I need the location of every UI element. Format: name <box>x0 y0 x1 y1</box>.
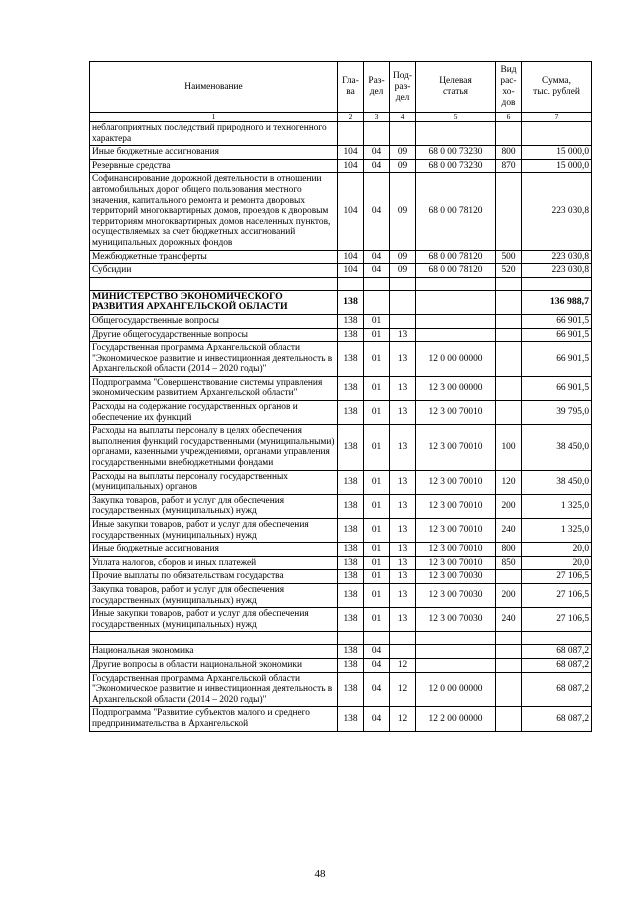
cell-vid: 240 <box>496 519 522 543</box>
cell-glava: 138 <box>338 658 364 672</box>
cell-vid: 800 <box>496 543 522 557</box>
cell-podrazdel <box>390 122 416 146</box>
cell-podrazdel: 13 <box>390 556 416 570</box>
table-row <box>90 519 592 543</box>
cell-vid <box>496 290 522 314</box>
spacer-cell <box>416 277 496 290</box>
ministry-row <box>90 290 592 314</box>
cell-glava: 138 <box>338 425 364 470</box>
cell-glava: 104 <box>338 264 364 278</box>
cell-vid <box>496 570 522 584</box>
cell-target: 12 0 00 00000 <box>416 342 496 377</box>
cell-razdel: 04 <box>364 264 390 278</box>
cell-razdel: 04 <box>364 146 390 160</box>
spacer-row <box>90 277 592 290</box>
header-sum: Сумма, тыс. рублей <box>522 62 592 113</box>
cell-target: 12 3 00 70010 <box>416 543 496 557</box>
table-row <box>90 570 592 584</box>
header-podrazdel: Под- раз- дел <box>390 62 416 113</box>
cell-name: Другие вопросы в области национальной экономики <box>90 658 338 672</box>
cell-vid <box>496 658 522 672</box>
cell-glava: 104 <box>338 173 364 250</box>
cell-sum: 1 325,0 <box>522 519 592 543</box>
table-row <box>90 146 592 160</box>
table-row <box>90 314 592 328</box>
column-number-row <box>90 113 592 122</box>
cell-vid: 870 <box>496 159 522 173</box>
cell-vid <box>496 401 522 425</box>
spacer-cell <box>338 277 364 290</box>
table-row <box>90 556 592 570</box>
cell-name: Расходы на выплаты персоналу в целях обеспечения выполнения функций государственными (муниципальными) органами, казенными учреждениями, органами управления государственными внебюджетными фондами <box>90 425 338 470</box>
header-glava: Гла- ва <box>338 62 364 113</box>
cell-target <box>416 658 496 672</box>
cell-target <box>416 314 496 328</box>
cell-name: Субсидии <box>90 264 338 278</box>
spacer-cell <box>496 277 522 290</box>
cell-podrazdel: 13 <box>390 570 416 584</box>
cell-razdel: 04 <box>364 159 390 173</box>
cell-target: 12 3 00 70010 <box>416 425 496 470</box>
table-row <box>90 173 592 250</box>
cell-glava: 138 <box>338 608 364 632</box>
cell-glava: 138 <box>338 672 364 707</box>
cell-vid: 120 <box>496 470 522 494</box>
cell-podrazdel <box>390 645 416 659</box>
cell-sum: 66 901,5 <box>522 314 592 328</box>
table-row <box>90 159 592 173</box>
page-number: 48 <box>314 868 326 880</box>
cell-target: 12 3 00 70030 <box>416 570 496 584</box>
cell-vid <box>496 707 522 731</box>
cell-vid: 800 <box>496 146 522 160</box>
cell-name: Подпрограмма "Развитие субъектов малого и среднего предпринимательства в Архангельской <box>90 707 338 731</box>
cell-razdel: 04 <box>364 672 390 707</box>
table-row <box>90 608 592 632</box>
header-vid: Вид рас- хо- дов <box>496 62 522 113</box>
table-row <box>90 658 592 672</box>
cell-name: Государственная программа Архангельской области "Экономическое развитие и инвестиционная деятельность в Архангельской области (2014 – 2020 годы)" <box>90 672 338 707</box>
cell-razdel: 04 <box>364 707 390 731</box>
table-row <box>90 707 592 731</box>
cell-glava: 138 <box>338 342 364 377</box>
column-number: 7 <box>522 113 592 122</box>
cell-target: 68 0 00 78120 <box>416 264 496 278</box>
cell-podrazdel: 09 <box>390 159 416 173</box>
table-header-row <box>90 62 592 113</box>
cell-vid <box>496 672 522 707</box>
cell-razdel: 01 <box>364 470 390 494</box>
table-row <box>90 470 592 494</box>
cell-glava: 138 <box>338 494 364 518</box>
cell-sum: 20,0 <box>522 556 592 570</box>
cell-razdel: 01 <box>364 328 390 342</box>
cell-sum: 66 901,5 <box>522 342 592 377</box>
cell-glava: 138 <box>338 583 364 607</box>
spacer-cell <box>364 632 390 645</box>
cell-podrazdel: 13 <box>390 583 416 607</box>
cell-podrazdel: 13 <box>390 494 416 518</box>
cell-name: Иные бюджетные ассигнования <box>90 146 338 160</box>
cell-name: Софинансирование дорожной деятельности в отношении автомобильных дорог общего пользования местного значения, капитального ремонта и ремонта дворовых территорий многоквартирных домов, проездов к дворовым территориям многоквартирных домов населенных пунктов, осуществляемых за счет бюджетных ассигнований муниципальных дорожных фондов <box>90 173 338 250</box>
cell-target <box>416 290 496 314</box>
cell-name: Общегосударственные вопросы <box>90 314 338 328</box>
cell-glava: 138 <box>338 401 364 425</box>
cell-target: 12 0 00 00000 <box>416 672 496 707</box>
cell-razdel: 04 <box>364 250 390 264</box>
cell-podrazdel: 12 <box>390 672 416 707</box>
cell-razdel: 01 <box>364 556 390 570</box>
cell-target: 12 3 00 70030 <box>416 583 496 607</box>
cell-name: Государственная программа Архангельской области "Экономическое развитие и инвестиционная деятельность в Архангельской области (2014 – 2020 годы)" <box>90 342 338 377</box>
cell-sum: 68 087,2 <box>522 672 592 707</box>
cell-sum: 68 087,2 <box>522 645 592 659</box>
cell-razdel: 04 <box>364 173 390 250</box>
cell-glava: 104 <box>338 250 364 264</box>
table-row <box>90 425 592 470</box>
cell-podrazdel: 13 <box>390 342 416 377</box>
cell-podrazdel: 13 <box>390 519 416 543</box>
cell-razdel: 01 <box>364 314 390 328</box>
cell-vid <box>496 314 522 328</box>
cell-target: 68 0 00 78120 <box>416 173 496 250</box>
cell-glava: 138 <box>338 314 364 328</box>
cell-sum: 15 000,0 <box>522 159 592 173</box>
table-row <box>90 342 592 377</box>
cell-podrazdel: 13 <box>390 425 416 470</box>
cell-vid <box>496 122 522 146</box>
cell-vid <box>496 173 522 250</box>
cell-name: Уплата налогов, сборов и иных платежей <box>90 556 338 570</box>
cell-name: Межбюджетные трансферты <box>90 250 338 264</box>
cell-sum: 223 030,8 <box>522 264 592 278</box>
cell-razdel: 01 <box>364 342 390 377</box>
table-row <box>90 543 592 557</box>
header-name: Наименование <box>90 62 338 113</box>
cell-name: Иные бюджетные ассигнования <box>90 543 338 557</box>
cell-podrazdel: 09 <box>390 264 416 278</box>
cell-glava: 138 <box>338 470 364 494</box>
cell-podrazdel: 13 <box>390 543 416 557</box>
cell-podrazdel: 13 <box>390 608 416 632</box>
cell-target: 12 3 00 70010 <box>416 519 496 543</box>
cell-glava: 138 <box>338 519 364 543</box>
cell-podrazdel: 09 <box>390 146 416 160</box>
cell-target: 12 2 00 00000 <box>416 707 496 731</box>
cell-sum: 20,0 <box>522 543 592 557</box>
cell-sum: 136 988,7 <box>522 290 592 314</box>
cell-sum: 15 000,0 <box>522 146 592 160</box>
cell-razdel: 01 <box>364 583 390 607</box>
cell-name: Расходы на выплаты персоналу государственных (муниципальных) органов <box>90 470 338 494</box>
cell-target: 12 3 00 70010 <box>416 401 496 425</box>
table-row <box>90 122 592 146</box>
cell-podrazdel: 12 <box>390 707 416 731</box>
cell-name: Прочие выплаты по обязательствам государства <box>90 570 338 584</box>
cell-vid: 240 <box>496 608 522 632</box>
table-row <box>90 494 592 518</box>
cell-sum: 68 087,2 <box>522 658 592 672</box>
cell-sum: 38 450,0 <box>522 425 592 470</box>
cell-glava: 138 <box>338 707 364 731</box>
cell-target <box>416 122 496 146</box>
cell-podrazdel <box>390 314 416 328</box>
cell-razdel: 01 <box>364 401 390 425</box>
spacer-cell <box>390 632 416 645</box>
spacer-cell <box>338 632 364 645</box>
table-row <box>90 328 592 342</box>
cell-razdel: 01 <box>364 425 390 470</box>
cell-podrazdel: 09 <box>390 250 416 264</box>
cell-razdel: 01 <box>364 376 390 400</box>
table-body <box>90 62 592 732</box>
cell-sum: 39 795,0 <box>522 401 592 425</box>
cell-sum: 68 087,2 <box>522 707 592 731</box>
cell-name: Резервные средства <box>90 159 338 173</box>
cell-sum: 27 106,5 <box>522 570 592 584</box>
cell-glava: 138 <box>338 328 364 342</box>
cell-razdel: 01 <box>364 519 390 543</box>
budget-table <box>89 61 592 732</box>
cell-razdel: 04 <box>364 645 390 659</box>
cell-glava: 138 <box>338 543 364 557</box>
cell-name: Иные закупки товаров, работ и услуг для обеспечения государственных (муниципальных) нужд <box>90 608 338 632</box>
cell-razdel: 01 <box>364 543 390 557</box>
header-target: Целевая статья <box>416 62 496 113</box>
cell-podrazdel: 13 <box>390 328 416 342</box>
column-number: 5 <box>416 113 496 122</box>
cell-glava: 104 <box>338 159 364 173</box>
cell-podrazdel: 09 <box>390 173 416 250</box>
cell-vid <box>496 645 522 659</box>
header-razdel: Раз- дел <box>364 62 390 113</box>
cell-sum: 223 030,8 <box>522 173 592 250</box>
spacer-cell <box>90 632 338 645</box>
cell-vid <box>496 376 522 400</box>
cell-razdel: 01 <box>364 570 390 584</box>
cell-vid: 200 <box>496 494 522 518</box>
cell-razdel: 01 <box>364 608 390 632</box>
table-row <box>90 264 592 278</box>
spacer-cell <box>522 277 592 290</box>
cell-podrazdel: 13 <box>390 376 416 400</box>
column-number: 3 <box>364 113 390 122</box>
cell-glava <box>338 122 364 146</box>
cell-vid: 500 <box>496 250 522 264</box>
cell-name: МИНИСТЕРСТВО ЭКОНОМИЧЕСКОГО РАЗВИТИЯ АРХАНГЕЛЬСКОЙ ОБЛАСТИ <box>90 290 338 314</box>
cell-vid: 520 <box>496 264 522 278</box>
table-row <box>90 401 592 425</box>
cell-sum: 27 106,5 <box>522 583 592 607</box>
cell-target: 12 3 00 70010 <box>416 494 496 518</box>
cell-vid: 850 <box>496 556 522 570</box>
cell-sum: 66 901,5 <box>522 376 592 400</box>
column-number: 6 <box>496 113 522 122</box>
table-row <box>90 672 592 707</box>
table-row <box>90 376 592 400</box>
cell-name: Иные закупки товаров, работ и услуг для обеспечения государственных (муниципальных) нужд <box>90 519 338 543</box>
table-row <box>90 250 592 264</box>
table-row <box>90 645 592 659</box>
spacer-cell <box>90 277 338 290</box>
spacer-cell <box>364 277 390 290</box>
cell-sum: 27 106,5 <box>522 608 592 632</box>
cell-name: неблагоприятных последствий природного и техногенного характера <box>90 122 338 146</box>
cell-name: Национальная экономика <box>90 645 338 659</box>
spacer-cell <box>390 277 416 290</box>
spacer-cell <box>416 632 496 645</box>
column-number: 1 <box>90 113 338 122</box>
cell-razdel: 01 <box>364 494 390 518</box>
cell-sum: 1 325,0 <box>522 494 592 518</box>
cell-name: Расходы на содержание государственных органов и обеспечение их функций <box>90 401 338 425</box>
cell-sum: 38 450,0 <box>522 470 592 494</box>
cell-glava: 138 <box>338 645 364 659</box>
spacer-row <box>90 632 592 645</box>
cell-glava: 138 <box>338 570 364 584</box>
cell-target: 68 0 00 78120 <box>416 250 496 264</box>
cell-target: 68 0 00 73230 <box>416 159 496 173</box>
cell-vid <box>496 328 522 342</box>
cell-glava: 104 <box>338 146 364 160</box>
cell-sum <box>522 122 592 146</box>
table-row <box>90 583 592 607</box>
cell-razdel: 04 <box>364 658 390 672</box>
cell-name: Другие общегосударственные вопросы <box>90 328 338 342</box>
column-number: 4 <box>390 113 416 122</box>
cell-glava: 138 <box>338 376 364 400</box>
cell-target <box>416 328 496 342</box>
cell-vid: 200 <box>496 583 522 607</box>
cell-target: 12 3 00 70010 <box>416 556 496 570</box>
cell-razdel <box>364 290 390 314</box>
cell-name: Подпрограмма "Совершенствование системы управления экономическим развитием Архангельской области" <box>90 376 338 400</box>
cell-podrazdel: 12 <box>390 658 416 672</box>
cell-target: 12 3 00 70030 <box>416 608 496 632</box>
cell-podrazdel: 13 <box>390 401 416 425</box>
cell-target: 12 3 00 70010 <box>416 470 496 494</box>
cell-sum: 66 901,5 <box>522 328 592 342</box>
spacer-cell <box>522 632 592 645</box>
cell-podrazdel <box>390 290 416 314</box>
column-number: 2 <box>338 113 364 122</box>
cell-target: 68 0 00 73230 <box>416 146 496 160</box>
cell-vid: 100 <box>496 425 522 470</box>
cell-glava: 138 <box>338 290 364 314</box>
cell-vid <box>496 342 522 377</box>
spacer-cell <box>496 632 522 645</box>
cell-target: 12 3 00 00000 <box>416 376 496 400</box>
cell-sum: 223 030,8 <box>522 250 592 264</box>
cell-glava: 138 <box>338 556 364 570</box>
cell-podrazdel: 13 <box>390 470 416 494</box>
cell-razdel <box>364 122 390 146</box>
cell-name: Закупка товаров, работ и услуг для обеспечения государственных (муниципальных) нужд <box>90 583 338 607</box>
cell-name: Закупка товаров, работ и услуг для обеспечения государственных (муниципальных) нужд <box>90 494 338 518</box>
cell-target <box>416 645 496 659</box>
